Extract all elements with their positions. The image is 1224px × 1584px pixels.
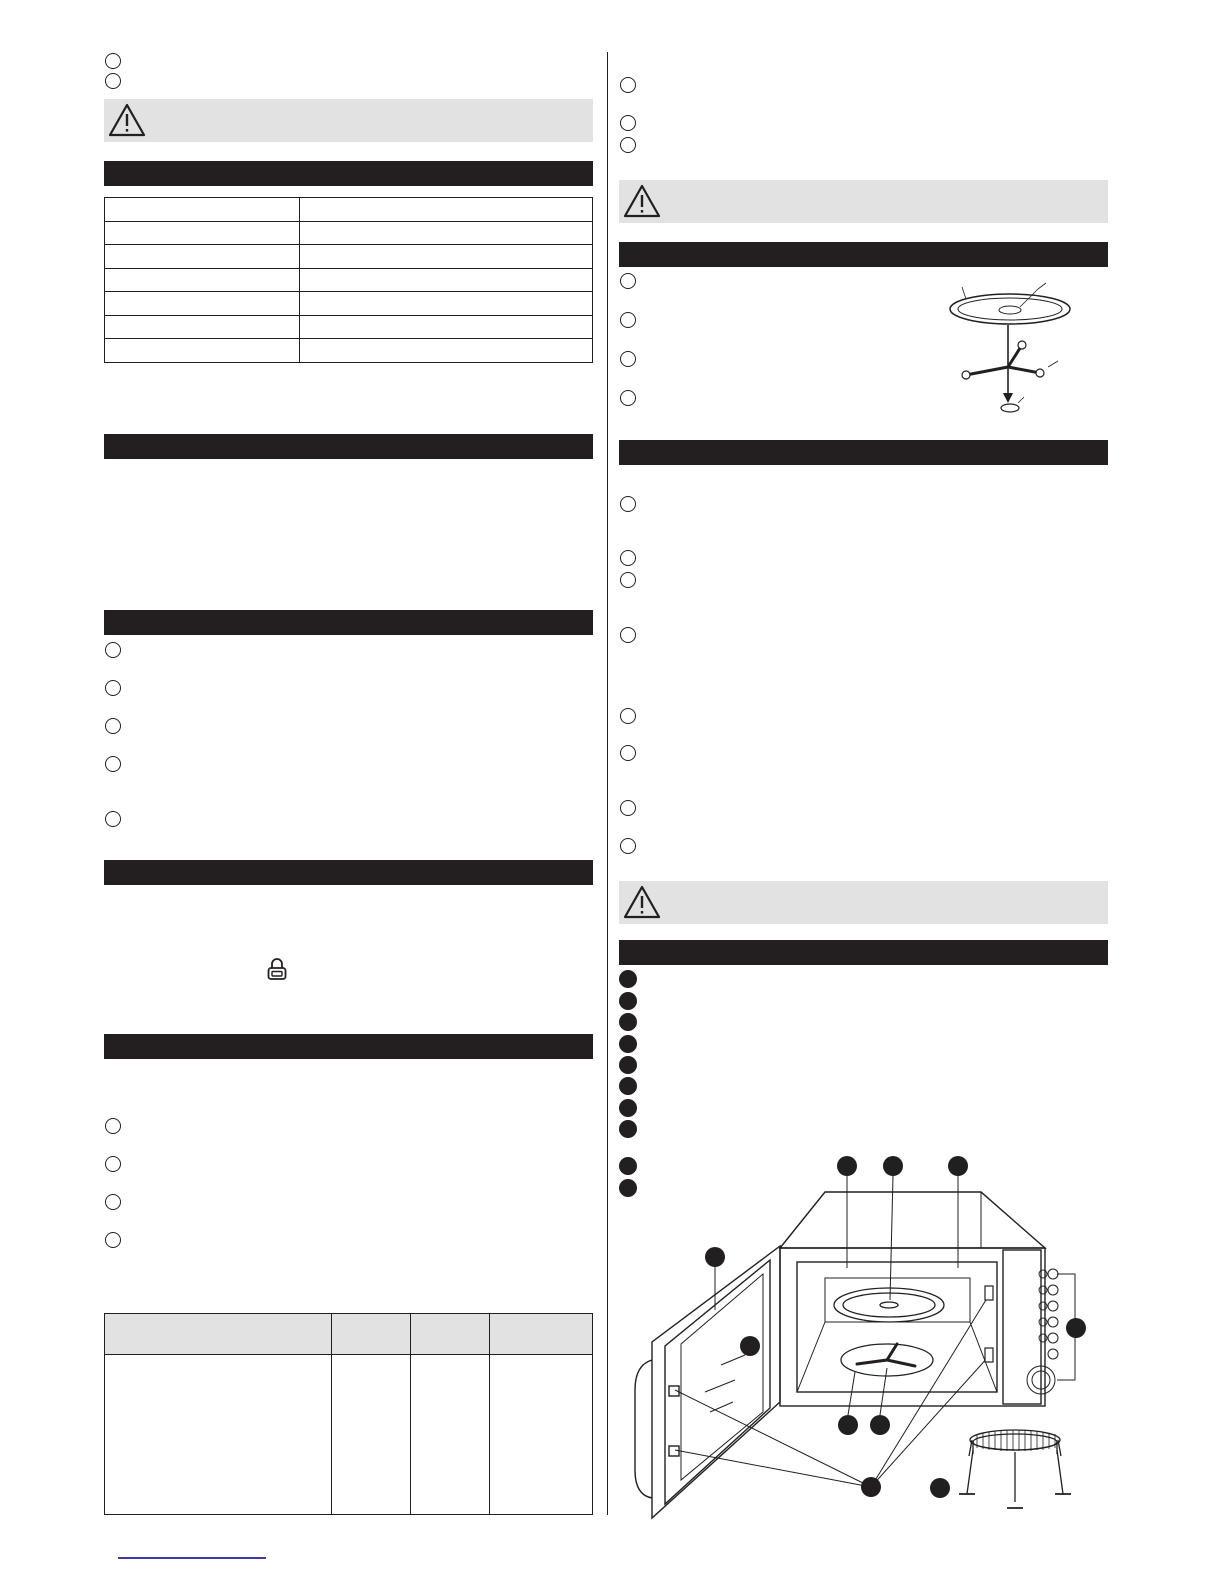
table-cell [332,1355,411,1515]
section-header-bar [104,434,593,459]
list-marker [620,708,636,724]
list-marker [105,53,121,69]
section-header-bar [619,440,1108,465]
legend-marker [619,1077,637,1095]
table-cell [300,245,593,269]
legend-marker [619,992,637,1010]
lock-icon [266,957,288,981]
list-marker [620,273,636,289]
warning-triangle-icon [623,884,661,920]
list-marker [620,550,636,566]
list-marker [105,811,121,827]
column-divider [607,52,608,1515]
warning-box [619,180,1108,223]
list-marker [105,1118,121,1134]
table-cell [105,245,300,269]
list-marker [620,77,636,93]
table-header-cell [411,1314,490,1355]
table-header-row [105,1314,593,1355]
specifications-table [104,197,593,363]
turntable-assembly-figure [940,275,1075,420]
table-cell [300,339,593,363]
footer-link-underline[interactable] [118,1557,266,1559]
list-marker [620,137,636,153]
warning-triangle-icon [623,183,661,219]
grill-rack [959,1430,1071,1508]
legend-marker [619,1056,637,1074]
section-header-bar [619,242,1108,267]
table-cell [300,268,593,292]
list-marker [105,1156,121,1172]
warning-box [619,881,1108,924]
table-cell [300,198,593,222]
legend-marker [619,1035,637,1053]
table-cell [490,1355,593,1515]
list-marker [105,1194,121,1210]
legend-marker [619,970,637,988]
list-marker [105,680,121,696]
list-marker [620,351,636,367]
table-row [105,1355,593,1515]
table-row [105,245,593,269]
section-header-bar [104,1034,593,1059]
table-row [105,339,593,363]
list-marker [620,800,636,816]
list-marker [620,312,636,328]
table-cell [105,1355,332,1515]
table-cell [105,198,300,222]
table-row [105,198,593,222]
list-marker [620,745,636,761]
microwave-oven-diagram [625,1150,1095,1520]
list-marker [620,572,636,588]
section-header-bar [619,940,1108,965]
table-cell [300,315,593,339]
section-header-bar [104,161,593,186]
table-header-cell [490,1314,593,1355]
table-cell [105,268,300,292]
table-cell [411,1355,490,1515]
legend-marker [619,1120,637,1138]
legend-marker [619,1013,637,1031]
section-header-bar [104,610,593,635]
table-cell [105,292,300,316]
legend-marker [619,1099,637,1117]
table-row [105,221,593,245]
list-marker [105,756,121,772]
list-marker [105,642,121,658]
warning-box [104,99,593,142]
table-row [105,292,593,316]
list-marker [620,496,636,512]
list-marker [620,115,636,131]
table-cell [300,292,593,316]
table-row [105,268,593,292]
warning-triangle-icon [108,102,146,138]
table-row [105,315,593,339]
list-marker [620,390,636,406]
list-marker [105,73,121,89]
cookware-table [104,1313,593,1515]
list-marker [105,718,121,734]
table-cell [300,221,593,245]
list-marker [105,1232,121,1248]
list-marker [620,627,636,643]
table-header-cell [332,1314,411,1355]
table-cell [105,339,300,363]
section-header-bar [104,860,593,885]
table-cell [105,221,300,245]
list-marker [620,838,636,854]
table-header-cell [105,1314,332,1355]
table-cell [105,315,300,339]
